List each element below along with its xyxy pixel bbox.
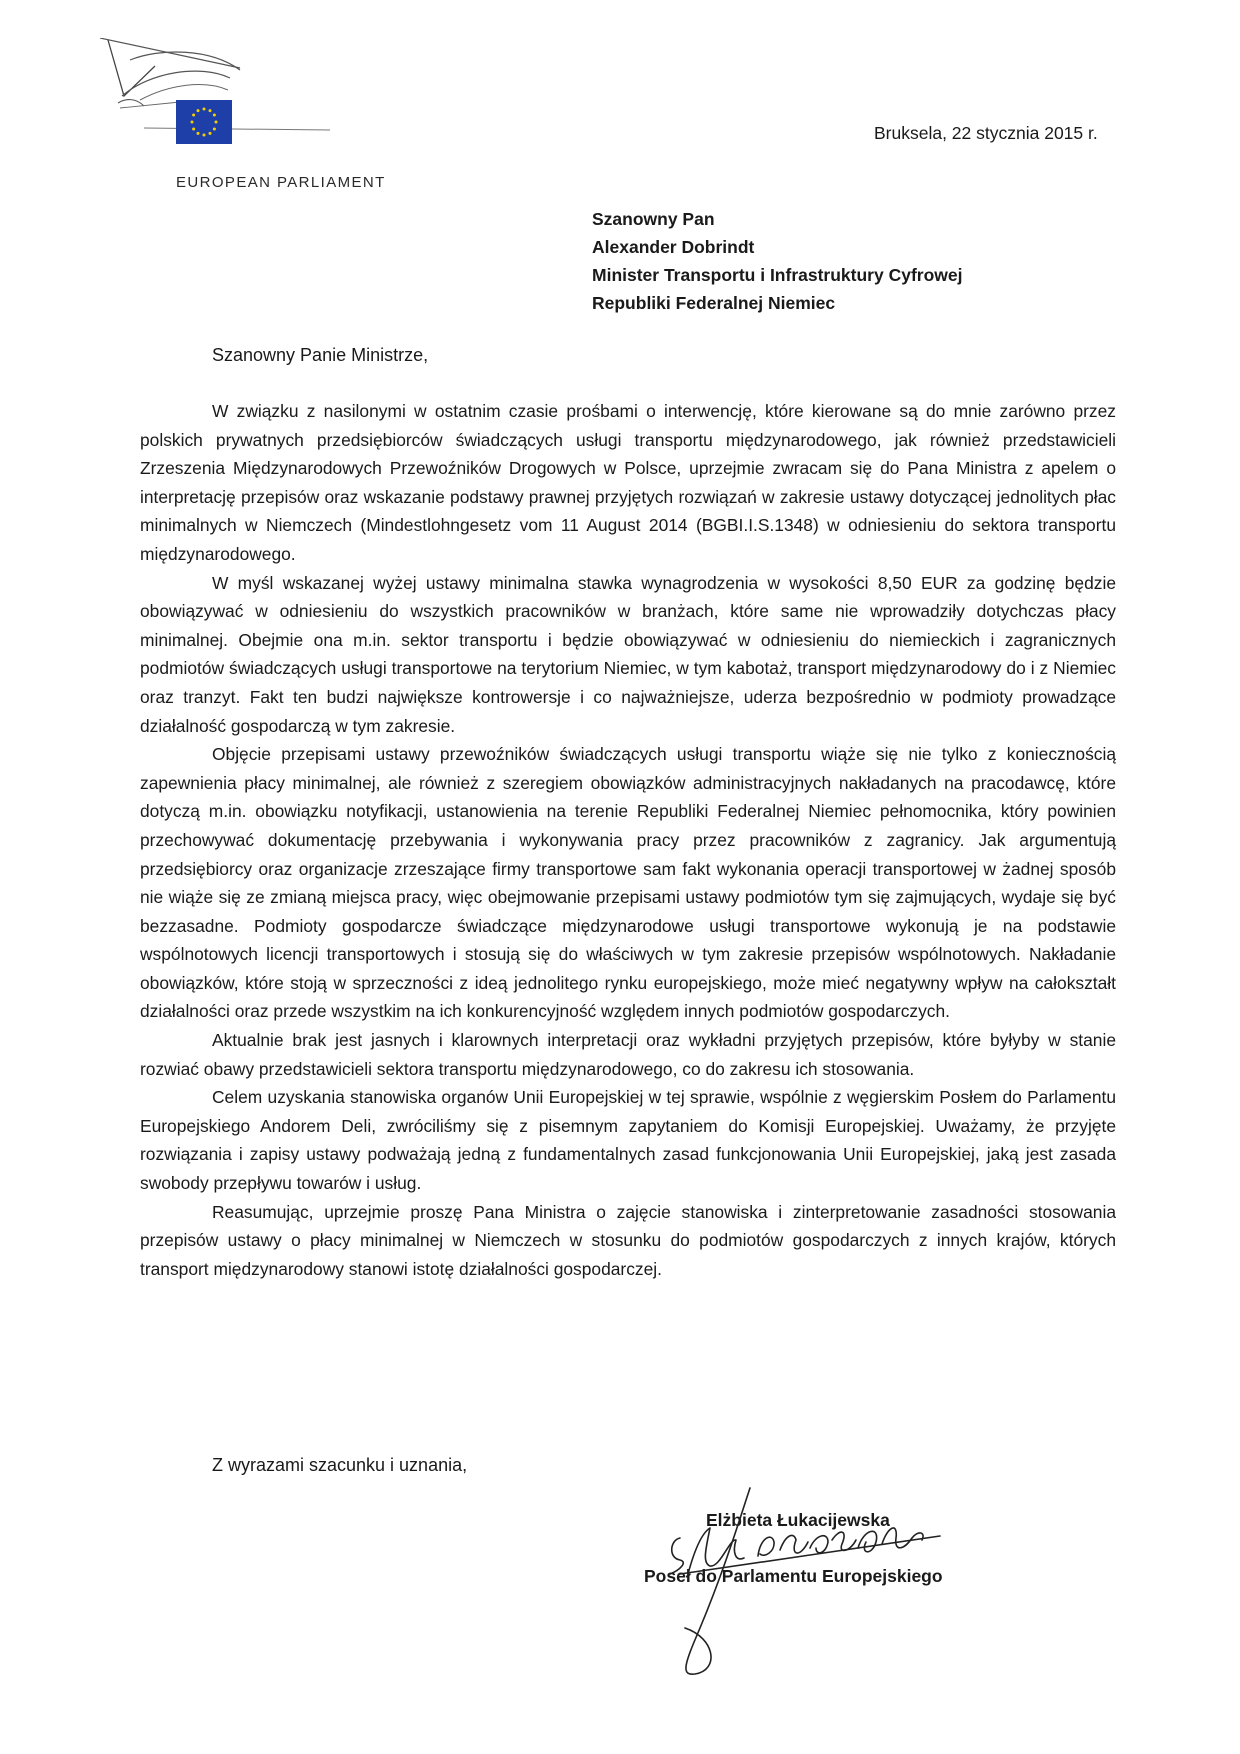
addressee-line: Szanowny Pan	[592, 209, 715, 229]
body-paragraph: Reasumując, uprzejmie proszę Pana Ministra o zajęcie stanowiska i zinterpretowanie zasadności stosowania przepisów ustawy o płacy minimalnej w Niemczech w stosunku do podmiotów gospodarczych z innych krajów, których transport międzynarodowy stanowi istotę działalności gospodarczej.	[140, 1201, 1116, 1279]
body-paragraph: W myśl wskazanej wyżej ustawy minimalna stawka wynagrodzenia w wysokości 8,50 EUR za godzinę będzie obowiązywać w odniesieniu do wszystkich pracowników w branżach, które same nie wprowadziły dotychczas płacy minimalnej. Obejmie ona m.in. sektor transportu i będzie obowiązywać w odniesieniu do niemieckich i zagranicznych podmiotów świadczących usługi transportowe na terytorium Niemiec, w tym kabotaż, transport międzynarodowy do i z Niemiec oraz tranzyt. Fakt ten budzi największe kontrowersje i co najważniejsze, uderza bezpośrednio w podmioty prowadzące działalność gospodarczą w tym zakresie.	[140, 572, 1116, 736]
letter-date: Bruksela, 22 stycznia 2015 r.	[874, 123, 1098, 143]
body-paragraph: Aktualnie brak jest jasnych i klarownych interpretacji oraz wykładni przyjętych przepisów, które byłyby w stanie rozwiać obawy przedstawicieli sektora transportu międzynarodowego, co do zakresu ich stosowania.	[140, 1030, 1116, 1079]
body-paragraph: Celem uzyskania stanowiska organów Unii Europejskiej w tej sprawie, wspólnie z węgierskim Posłem do Parlamentu Europejskiego Andorem Deli, zwróciliśmy się z pisemnym zapytaniem do Komisji Europejskiej. Uważamy, że przyjęte rozwiązania i zapisy ustawy podważają jedną z fundamentalnych zasad funkcjonowania Unii Europejskiej, jaką jest zasada swobody przepływu towarów i usług.	[140, 1087, 1116, 1194]
body-paragraph: W związku z nasilonymi w ostatnim czasie prośbami o interwencję, które kierowane są do mnie zarówno przez polskich prywatnych przedsiębiorców świadczących usługi transportu międzynarodowego, jak również przedstawicieli Zrzeszenia Międzynarodowych Przewoźników Drogowych w Polsce, uprzejmie zwracam się do Pana Ministra z apelem o interpretację przepisów oraz wskazanie podstawy prawnej przyjętych rozwiązań w zakresie ustawy dotyczącej jednolitych płac minimalnych w Niemczech (Mindestlohngesetz vom 11 August 2014 (BGBI.I.S.1348) w odniesieniu do sektora transportu międzynarodowego.	[140, 401, 1116, 564]
eu-flag-icon	[176, 100, 232, 144]
letter-body	[140, 397, 1116, 1283]
european-parliament-logo	[100, 38, 386, 198]
signatory-title: Poseł do Parlamentu Europejskiego	[644, 1566, 943, 1586]
body-paragraph: Objęcie przepisami ustawy przewoźników świadczących usługi transportu wiąże się nie tylko z koniecznością zapewnienia płacy minimalnej, ale również z szeregiem obowiązków administracyjnych nakładanych na pracodawcę, które dotyczą m.in. obowiązku notyfikacji, ustanowienia na terenie Republiki Federalnej Niemiec pełnomocnika, który powinien przechowywać dokumentację przebywania i wykonywania pracy przez pracowników z zagranicy. Jak argumentują przedsiębiorcy oraz organizacje zrzeszające firmy transportowe sam fakt wykonania operacji transportowej w żadnej sposób nie wiąże się ze zmianą miejsca pracy, więc obejmowanie przepisami ustawy podmiotów tym się zajmujących, wydaje się być bezzasadne. Podmioty gospodarcze świadczące międzynarodowe usługi transportowe wykonują je na podstawie wspólnotowych licencji transportowych i stosują się do właściwych w tym zakresie przepisów wspólnotowych. Nakładanie obowiązków, które stoją w sprzeczności z ideą jednolitego rynku europejskiego, może mieć negatywny wpływ na całokształt działalności oraz przede wszystkim na ich konkurencyjność względem innych podmiotów gospodarczych.	[140, 744, 1116, 1022]
salutation: Szanowny Panie Ministrze,	[212, 345, 429, 365]
addressee-line: Alexander Dobrindt	[592, 237, 755, 257]
addressee-block	[592, 205, 962, 317]
institution-name: EUROPEAN PARLIAMENT	[176, 174, 386, 191]
addressee-line: Minister Transportu i Infrastruktury Cyfrowej	[592, 265, 963, 285]
addressee-line: Republiki Federalnej Niemiec	[592, 293, 836, 313]
closing-phrase: Z wyrazami szacunku i uznania,	[212, 1455, 468, 1475]
signatory-name: Elżbieta Łukacijewska	[706, 1510, 890, 1530]
parliament-emblem-icon	[100, 38, 380, 178]
handwritten-signature	[640, 1478, 1000, 1678]
